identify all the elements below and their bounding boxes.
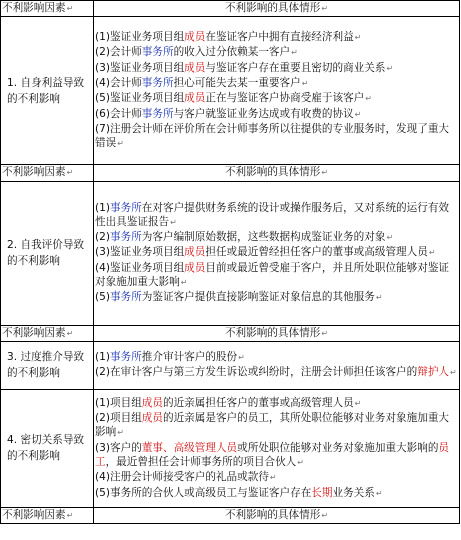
- section-row-self-interest: [1, 17, 460, 165]
- item-text: 的近亲属担任客户的董事或高级管理人员: [162, 396, 354, 409]
- item-text: (7)注册会计师在评价所在会计师事务所以往提供的专业服务时，发现了重大错误: [95, 122, 450, 150]
- situation-cell: [94, 341, 460, 389]
- header-situation: 不利影响的具体情形↵: [94, 1, 460, 17]
- item-text: (3)鉴证业务项目组: [95, 61, 185, 74]
- situation-item: [95, 30, 458, 45]
- paragraph-mark: ↵: [375, 293, 383, 303]
- item-text: (1)项目组: [95, 396, 142, 409]
- situation-item: [95, 91, 458, 106]
- item-text: 为鉴证客户提供直接影响鉴证对象信息的其他服务: [141, 291, 375, 304]
- item-text: 正在与鉴证客户协商受雇于该客户: [205, 92, 365, 105]
- paragraph-mark: ↵: [354, 109, 362, 119]
- situation-item: [95, 201, 458, 231]
- highlighted-term: 成员: [184, 61, 206, 74]
- situation-item: [95, 107, 458, 122]
- paragraph-mark: ↵: [117, 428, 124, 438]
- item-text: (3)鉴证业务项目组: [95, 246, 185, 259]
- paragraph-mark: ↵: [170, 217, 177, 227]
- item-text: (5): [95, 291, 111, 304]
- highlighted-term: 员工: [95, 441, 450, 469]
- item-text: 推介审计客户的股份: [141, 351, 238, 364]
- paragraph-mark: ↵: [301, 79, 309, 88]
- highlighted-term: 长期: [311, 486, 333, 499]
- situation-item: [95, 396, 458, 411]
- highlighted-term: 成员: [184, 261, 206, 274]
- paragraph-mark: ↵: [354, 33, 362, 43]
- paragraph-mark: ↵: [297, 458, 304, 468]
- factor-cell: [1, 389, 94, 507]
- factor-title: 1. 自身利益导致的不利影响: [7, 76, 85, 105]
- situation-cell: [94, 389, 460, 507]
- section-row-advocacy: [1, 341, 460, 389]
- situation-item: [95, 350, 458, 365]
- item-text: 在对客户提供财务系统的设计或操作服务后，又对系统的运行有效性出具鉴证报告: [95, 201, 450, 228]
- item-text: 为客户编制原始数据，这些数据构成鉴证业务的对象: [141, 231, 386, 244]
- paragraph-mark: ↵: [180, 278, 188, 288]
- highlighted-term: 事务所: [110, 291, 142, 304]
- paragraph-mark: ↵: [291, 48, 298, 58]
- paragraph-mark: ↵: [117, 139, 124, 149]
- item-text: (1): [95, 201, 111, 214]
- item-text: 的收入过分依赖某一客户: [173, 46, 291, 59]
- item-text: (4)鉴证业务项目组: [95, 261, 185, 274]
- item-text: (4)会计师: [95, 77, 142, 89]
- section-row-familiarity: [1, 389, 460, 507]
- highlighted-term: 成员: [184, 31, 206, 44]
- factor-cell: [1, 341, 94, 389]
- situation-item: [95, 261, 458, 291]
- situation-cell: [94, 17, 460, 165]
- situation-item: [95, 441, 458, 471]
- item-text: 在鉴证客户中拥有直接经济利益: [205, 31, 354, 44]
- table-header-row: [1, 1, 460, 17]
- highlighted-term: 事务所: [141, 107, 174, 120]
- highlighted-term: 事务所: [141, 77, 174, 89]
- item-text: (2)会计师: [95, 46, 142, 59]
- item-text: 与客户就鉴证业务达成或有收费的协议: [173, 107, 354, 120]
- item-text: ，最近曾担任会计师事务所的项目合伙人: [105, 456, 297, 469]
- header-factor: 不利影响因素↵: [1, 165, 94, 181]
- situation-item: [95, 486, 458, 501]
- paragraph-mark: ↵: [375, 488, 383, 498]
- situation-item: [95, 122, 458, 152]
- factor-title: 2. 自我评价导致的不利影响: [7, 239, 85, 268]
- factor-cell: [1, 17, 94, 165]
- highlighted-term: 成员: [141, 412, 163, 425]
- item-text: (5)鉴证业务项目组: [95, 92, 185, 105]
- header-situation: 不利影响的具体情形↵: [94, 507, 460, 523]
- header-factor: 不利影响因素↵: [1, 325, 94, 341]
- item-text: 与鉴证客户存在重要且密切的商业关系: [205, 61, 386, 74]
- paragraph-mark: ↵: [386, 233, 394, 243]
- paragraph-mark: ↵: [450, 368, 457, 378]
- situation-item: [95, 230, 458, 245]
- table-header-row: [1, 165, 460, 181]
- table-header-row: [1, 507, 460, 523]
- paragraph-mark: ↵: [428, 248, 436, 258]
- highlighted-term: 事务所: [110, 201, 142, 214]
- item-text: (3)客户的: [95, 441, 142, 454]
- table-header-row: [1, 325, 460, 341]
- item-text: (2)在审计客户与第三方发生诉讼或纠纷时，注册会计师担任该客户的: [95, 366, 418, 379]
- item-text: 担任或最近曾经担任客户的董事或高级管理人员: [205, 246, 428, 259]
- header-factor: 不利影响因素↵: [1, 1, 94, 17]
- item-text: (1)鉴证业务项目组: [95, 31, 185, 44]
- situation-item: [95, 365, 458, 380]
- item-text: 的近亲属是客户的员工，其所处职位能够对业务对象施加重大影响: [95, 412, 450, 439]
- item-text: (6)会计师: [95, 107, 142, 120]
- highlighted-term: 成员: [141, 396, 163, 409]
- section-row-self-review: [1, 181, 460, 325]
- item-text: 业务关系: [332, 486, 375, 499]
- situation-item: [95, 245, 458, 260]
- paragraph-mark: ↵: [386, 63, 394, 73]
- situation-cell: [94, 181, 460, 325]
- item-text: 目前或最近曾受雇于客户，并且所处职位能够对鉴证对象施加重大影响: [95, 261, 450, 289]
- highlighted-term: 辩护人: [417, 366, 450, 379]
- highlighted-term: 董事、高级管理人员: [141, 441, 238, 454]
- item-text: (2): [95, 231, 111, 244]
- item-text: (4)注册会计师接受客户的礼品或款待: [95, 471, 269, 484]
- highlighted-term: 事务所: [110, 351, 142, 364]
- paragraph-mark: ↵: [238, 353, 245, 363]
- header-situation: 不利影响的具体情形↵: [94, 325, 460, 341]
- paragraph-mark: ↵: [269, 473, 277, 483]
- highlighted-term: 事务所: [110, 231, 142, 244]
- item-text: 担心可能失去某一重要客户: [173, 77, 301, 89]
- item-text: 或所处职位能够对业务对象施加重大影响的: [237, 441, 439, 454]
- situation-item: [95, 45, 458, 60]
- paragraph-mark: ↵: [354, 398, 362, 408]
- header-situation: 不利影响的具体情形↵: [94, 165, 460, 181]
- highlighted-term: 成员: [184, 246, 206, 259]
- situation-item: [95, 290, 458, 305]
- paragraph-mark: ↵: [365, 94, 372, 104]
- situation-item: [95, 76, 458, 91]
- highlighted-term: 成员: [184, 92, 206, 105]
- highlighted-term: 事务所: [141, 46, 174, 59]
- item-text: (2)项目组: [95, 412, 142, 425]
- item-text: (5)事务所的合伙人或高级员工与鉴证客户存在: [95, 486, 312, 499]
- factor-cell: [1, 181, 94, 325]
- situation-item: [95, 411, 458, 441]
- item-text: (1): [95, 351, 111, 364]
- situation-item: [95, 470, 458, 485]
- factor-title: 3. 过度推介导致的不利影响: [7, 351, 85, 380]
- header-factor: 不利影响因素↵: [1, 507, 94, 523]
- situation-item: [95, 61, 458, 76]
- factor-title: 4. 密切关系导致的不利影响: [7, 434, 85, 463]
